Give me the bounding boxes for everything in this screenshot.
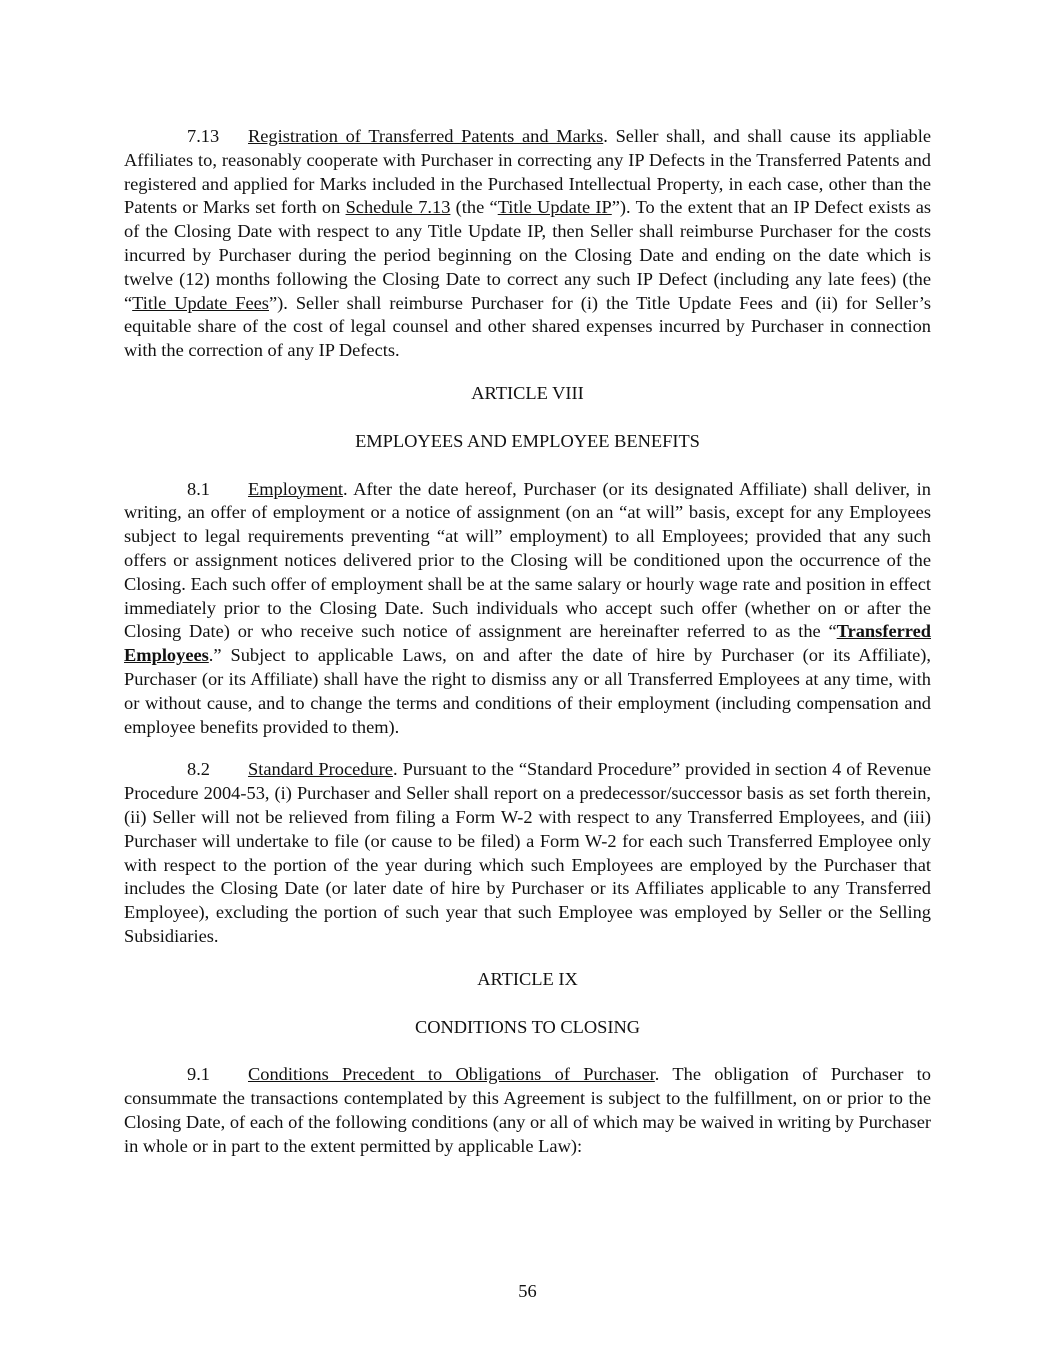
- section-9-1: [124, 1063, 931, 1158]
- defined-term: Transferred Employees: [124, 621, 931, 666]
- schedule-reference: Schedule 7.13: [345, 197, 451, 218]
- defined-term: Title Update IP: [497, 197, 612, 218]
- section-number: 7.13: [187, 126, 220, 146]
- section-text: (the “: [450, 197, 498, 218]
- page-number: 56: [518, 1281, 537, 1301]
- section-7-13: [124, 125, 931, 363]
- section-heading: Employment: [248, 478, 344, 499]
- section-heading: Standard Procedure: [248, 759, 393, 780]
- section-text: . Seller shall, and shall cause its appliable Affiliates to, reasonably cooperate with Purchaser in correcting any IP Defects in the Transferred Patents and registered and applied for Marks included in the Purchased Intellectual Property, in each case, other than the Patents or Marks set forth on: [124, 126, 931, 218]
- article-subtitle: CONDITIONS TO CLOSING: [414, 1016, 641, 1037]
- section-8-1: [124, 478, 931, 740]
- section-heading: Registration of Transferred Patents and Marks: [248, 126, 604, 146]
- article-title: ARTICLE VIII: [471, 382, 584, 403]
- section-text: ”). Seller shall reimburse Purchaser for (i) the Title Update Fees and (ii) for Seller’s equitable share of the cost of legal counsel and other shared expenses incurred by Purchaser in connection with the correction of any IP Defects.: [124, 292, 932, 361]
- defined-term: Title Update Fees: [132, 292, 269, 313]
- section-number: 8.1: [187, 478, 210, 499]
- section-text: . Pursuant to the “Standard Procedure” provided in section 4 of Revenue Procedure 2004-53, (i) Purchaser and Seller shall report on a predecessor/successor basis as set forth therein, (ii) Seller will not be relieved from filing a Form W-2 with respect to any Transferred Employees, and (iii) Purchaser will undertake to file (or cause to be filed) a Form W-2 for each such Transferred Employee only with respect to the portion of the year during which such Employees are employed by the Purchaser that includes the Closing Date (or later date of hire by Purchaser or its Affiliates applicable to any Transferred Employee), excluding the portion of such year that such Employee was employed by Seller or the Selling Subsidiaries.: [124, 759, 931, 946]
- document-page: [124, 125, 931, 1177]
- section-text: .” Subject to applicable Laws, on and after the date of hire by Purchaser (or its Affiliate), Purchaser (or its Affiliate) shall have the right to dismiss any or all Transferred Employees at any time, with or without cause, and to change the terms and conditions of their employment (including compensation and employee benefits provided to them).: [124, 645, 931, 737]
- section-text: . The obligation of Purchaser to consummate the transactions contemplated by this Agreement is subject to the fulfillment, on or prior to the Closing Date, of each of the following conditions (any or all of which may be waived in writing by Purchaser in whole or in part to the extent permitted by applicable Law):: [124, 1064, 931, 1156]
- section-number: 9.1: [187, 1064, 210, 1085]
- section-number: 8.2: [187, 759, 210, 780]
- article-subtitle: EMPLOYEES AND EMPLOYEE BENEFITS: [355, 430, 700, 451]
- section-text: . After the date hereof, Purchaser (or its designated Affiliate) shall deliver, in writing, an offer of employment or a notice of assignment (on an “at will” basis, except for any Employees subject to legal requirements preventing “at will” employment) to all Employees; provided that any such offers or assignment notices delivered prior to the Closing will be conditioned upon the occurrence of the Closing. Each such offer of employment shall be at the same salary or hourly wage rate and position in effect immediately prior to the Closing Date. Such individuals who accept such offer (whether on or after the Closing Date) or who receive such notice of assignment are hereinafter referred to as the “: [124, 478, 931, 642]
- section-heading: Conditions Precedent to Obligations of Purchaser: [248, 1064, 655, 1085]
- article-title: ARTICLE IX: [477, 968, 578, 989]
- section-text: ”). To the extent that an IP Defect exists as of the Closing Date with respect to any Title Update IP, then Seller shall reimburse Purchaser for the costs incurred by Purchaser during the period beginning on the Closing Date and ending on the date which is twelve (12) months following the Closing Date to correct any such IP Defect (including any late fees) (the “: [124, 197, 932, 313]
- section-8-2: [124, 758, 931, 948]
